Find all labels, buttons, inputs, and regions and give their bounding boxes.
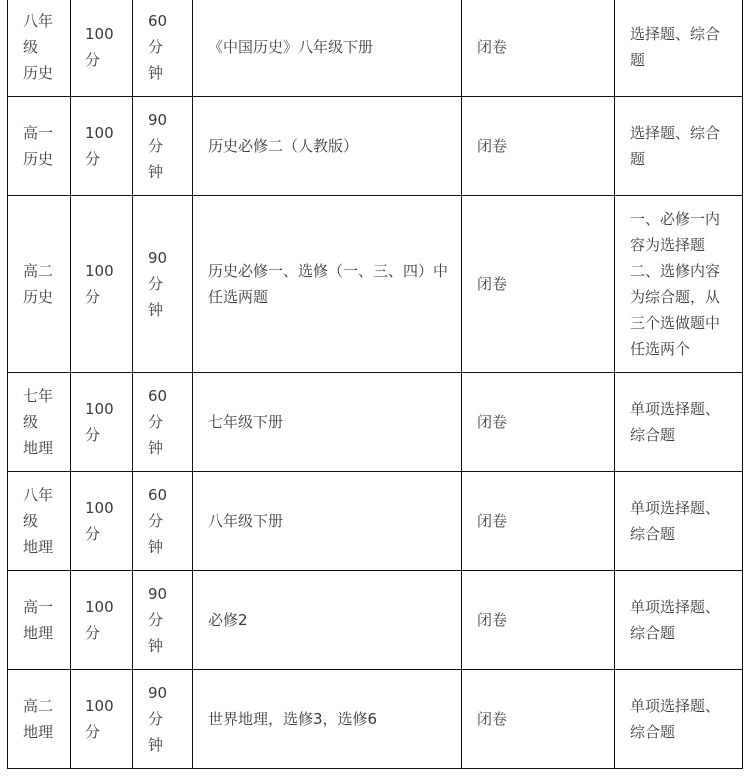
question-types-cell-line: 选择题、综合	[630, 124, 721, 142]
content-cell: 必修2	[193, 571, 462, 670]
subject-cell-line: 地理	[23, 538, 54, 556]
duration-cell-line: 钟	[148, 301, 164, 319]
score-cell-line: 分	[85, 624, 101, 642]
question-types-cell-line: 题	[630, 150, 646, 168]
question-types-cell	[615, 670, 743, 769]
content-cell: 历史必修一、选修（一、三、四）中任选两题	[193, 196, 462, 373]
score-cell	[71, 97, 133, 196]
duration-cell	[133, 97, 193, 196]
score-cell-line: 分	[85, 525, 101, 543]
subject-cell-line: 地理	[23, 439, 54, 457]
question-types-cell	[615, 472, 743, 571]
content-cell: 《中国历史》八年级下册	[193, 0, 462, 97]
subject-cell-line: 历史	[23, 150, 54, 168]
duration-cell-line: 分	[148, 38, 164, 56]
duration-cell-line: 分	[148, 512, 164, 530]
duration-cell-line: 钟	[148, 538, 164, 556]
subject-cell	[8, 0, 71, 97]
score-cell-line: 100	[85, 400, 114, 418]
question-types-cell-line: 题	[630, 51, 646, 69]
duration-cell	[133, 0, 193, 97]
score-cell	[71, 196, 133, 373]
score-cell	[71, 670, 133, 769]
score-cell-line: 分	[85, 288, 101, 306]
question-types-cell	[615, 373, 743, 472]
score-cell-line: 分	[85, 51, 101, 69]
subject-cell	[8, 97, 71, 196]
subject-cell-line: 地理	[23, 624, 54, 642]
format-cell: 闭卷	[462, 373, 615, 472]
subject-cell	[8, 670, 71, 769]
subject-cell-line: 高二	[23, 697, 54, 715]
score-cell-line: 分	[85, 723, 101, 741]
question-types-cell	[615, 0, 743, 97]
format-cell: 闭卷	[462, 670, 615, 769]
content-cell: 八年级下册	[193, 472, 462, 571]
format-cell: 闭卷	[462, 571, 615, 670]
duration-cell-line: 90	[148, 585, 168, 603]
subject-cell-line: 级	[23, 413, 39, 431]
subject-cell	[8, 571, 71, 670]
duration-cell-line: 分	[148, 413, 164, 431]
subject-cell-line: 地理	[23, 723, 54, 741]
question-types-cell-line: 二、选修内容	[630, 262, 721, 280]
duration-cell-line: 90	[148, 249, 168, 267]
duration-cell	[133, 472, 193, 571]
duration-cell	[133, 373, 193, 472]
subject-cell	[8, 472, 71, 571]
question-types-cell-line: 一、必修一内	[630, 210, 721, 228]
duration-cell-line: 60	[148, 12, 168, 30]
score-cell-line: 100	[85, 598, 114, 616]
subject-cell	[8, 373, 71, 472]
question-types-cell-line: 选择题、综合	[630, 25, 721, 43]
duration-cell-line: 60	[148, 387, 168, 405]
duration-cell	[133, 670, 193, 769]
subject-cell-line: 八年	[23, 12, 54, 30]
score-cell	[71, 472, 133, 571]
format-cell: 闭卷	[462, 97, 615, 196]
question-types-cell	[615, 571, 743, 670]
score-cell-line: 分	[85, 426, 101, 444]
score-cell-line: 100	[85, 25, 114, 43]
score-cell	[71, 0, 133, 97]
subject-cell-line: 高一	[23, 598, 54, 616]
table-row	[8, 373, 743, 472]
question-types-cell-line: 为综合题，从	[630, 288, 721, 306]
subject-cell-line: 级	[23, 38, 39, 56]
subject-cell-line: 历史	[23, 64, 54, 82]
question-types-cell-line: 单项选择题、	[630, 697, 721, 715]
table-row	[8, 97, 743, 196]
format-cell: 闭卷	[462, 472, 615, 571]
format-cell: 闭卷	[462, 0, 615, 97]
score-cell-line: 100	[85, 124, 114, 142]
exam-schedule-table	[7, 0, 743, 769]
duration-cell-line: 分	[148, 710, 164, 728]
question-types-cell-line: 容为选择题	[630, 236, 706, 254]
question-types-cell-line: 任选两个	[630, 340, 691, 358]
duration-cell-line: 60	[148, 486, 168, 504]
duration-cell	[133, 571, 193, 670]
duration-cell-line: 分	[148, 275, 164, 293]
score-cell	[71, 571, 133, 670]
duration-cell-line: 钟	[148, 64, 164, 82]
table-row	[8, 571, 743, 670]
question-types-cell	[615, 196, 743, 373]
subject-cell-line: 八年	[23, 486, 54, 504]
format-cell: 闭卷	[462, 196, 615, 373]
duration-cell-line: 钟	[148, 637, 164, 655]
subject-cell-line: 历史	[23, 288, 54, 306]
score-cell-line: 100	[85, 697, 114, 715]
subject-cell-line: 高一	[23, 124, 54, 142]
subject-cell-line: 高二	[23, 262, 54, 280]
question-types-cell-line: 综合题	[630, 624, 676, 642]
question-types-cell	[615, 97, 743, 196]
score-cell-line: 分	[85, 150, 101, 168]
question-types-cell-line: 综合题	[630, 525, 676, 543]
subject-cell-line: 级	[23, 512, 39, 530]
table-row	[8, 670, 743, 769]
duration-cell-line: 分	[148, 611, 164, 629]
duration-cell-line: 90	[148, 684, 168, 702]
question-types-cell-line: 综合题	[630, 426, 676, 444]
duration-cell-line: 钟	[148, 163, 164, 181]
duration-cell-line: 90	[148, 111, 168, 129]
table-body	[8, 0, 743, 769]
score-cell-line: 100	[85, 262, 114, 280]
table-row	[8, 0, 743, 97]
content-cell: 历史必修二（人教版）	[193, 97, 462, 196]
question-types-cell-line: 综合题	[630, 723, 676, 741]
duration-cell-line: 分	[148, 137, 164, 155]
content-cell: 世界地理，选修3，选修6	[193, 670, 462, 769]
score-cell	[71, 373, 133, 472]
question-types-cell-line: 三个选做题中	[630, 314, 721, 332]
question-types-cell-line: 单项选择题、	[630, 400, 721, 418]
table-row	[8, 196, 743, 373]
content-cell: 七年级下册	[193, 373, 462, 472]
duration-cell-line: 钟	[148, 439, 164, 457]
score-cell-line: 100	[85, 499, 114, 517]
duration-cell-line: 钟	[148, 736, 164, 754]
table-row	[8, 472, 743, 571]
subject-cell-line: 七年	[23, 387, 54, 405]
question-types-cell-line: 单项选择题、	[630, 499, 721, 517]
duration-cell	[133, 196, 193, 373]
question-types-cell-line: 单项选择题、	[630, 598, 721, 616]
subject-cell	[8, 196, 71, 373]
